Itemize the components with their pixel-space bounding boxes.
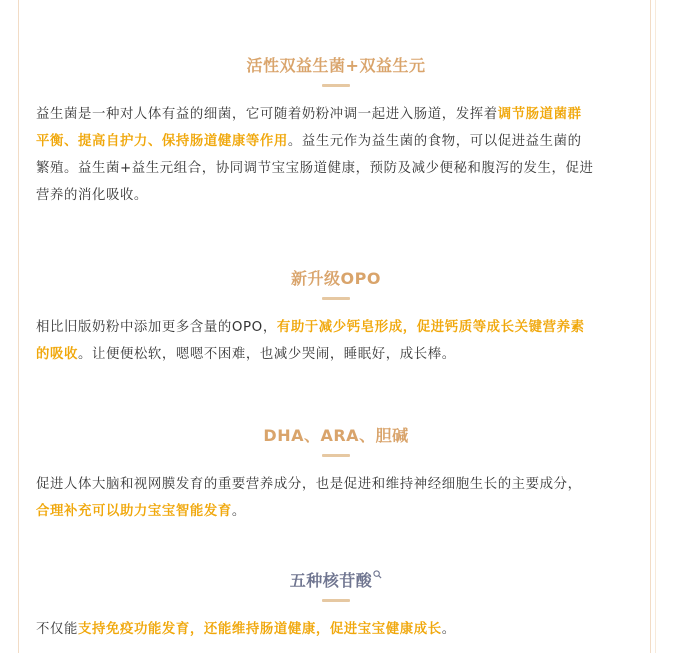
frame-right-border <box>650 0 651 653</box>
search-icon <box>373 570 382 579</box>
heading-underline <box>322 454 350 457</box>
section-heading: 新升级OPO <box>291 269 381 288</box>
text: 。 <box>441 622 456 637</box>
paragraph-line <box>36 128 636 155</box>
paragraph-line <box>36 471 636 498</box>
frame-left-border <box>18 0 19 653</box>
section-heading: DHA、ARA、胆碱 <box>263 426 409 445</box>
highlight-text: 调节肠道菌群 <box>497 107 582 122</box>
text: 相比旧版奶粉中添加更多含量的OPO， <box>36 320 277 335</box>
text: 不仅能 <box>36 622 78 637</box>
section-paragraph <box>36 314 636 368</box>
paragraph-line <box>36 155 636 182</box>
highlight-text: 支持免疫功能发育，还能维持肠道健康，促进宝宝健康成长 <box>77 622 442 637</box>
frame-right-border-outer <box>655 0 656 653</box>
highlight-text: 有助于减少钙皂形成，促进钙质等成长关键营养素 <box>276 320 585 335</box>
section-nucleotides <box>36 571 636 643</box>
heading-underline <box>322 84 350 87</box>
paragraph-line <box>36 498 636 525</box>
section-opo <box>36 269 636 368</box>
paragraph-line <box>36 616 636 643</box>
text: 营养的消化吸收。 <box>36 188 148 203</box>
text: 益生菌是一种对人体有益的细菌，它可随着奶粉冲调一起进入肠道，发挥着 <box>36 107 498 122</box>
heading-underline <box>322 599 350 602</box>
section-paragraph <box>36 471 636 525</box>
heading-underline <box>322 297 350 300</box>
section-dha <box>36 426 636 525</box>
paragraph-line <box>36 182 636 209</box>
text: 。让便便松软，嗯嗯不困难，也减少哭闹，睡眠好，成长棒。 <box>77 347 456 362</box>
text: 繁殖。益生菌+益生元组合，协同调节宝宝肠道健康，预防及减少便秘和腹泻的发生，促进 <box>36 161 594 176</box>
paragraph-line <box>36 314 636 341</box>
heading-text: 五种核苷酸 <box>289 571 373 590</box>
highlight-text: 平衡、提高自护力、保持肠道健康等作用 <box>36 134 288 149</box>
section-paragraph <box>36 616 636 643</box>
text: 。益生元作为益生菌的食物，可以促进益生菌的 <box>287 134 582 149</box>
section-paragraph <box>36 101 636 209</box>
section-heading <box>36 571 636 591</box>
section-probiotics <box>36 56 636 209</box>
article-content <box>36 0 636 653</box>
paragraph-line <box>36 341 636 368</box>
paragraph-line <box>36 101 636 128</box>
section-heading: 活性双益生菌+双益生元 <box>246 56 426 75</box>
text: 。 <box>231 504 246 519</box>
text: 促进人体大脑和视网膜发育的重要营养成分，也是促进和维持神经细胞生长的主要成分， <box>36 477 582 492</box>
highlight-text: 合理补充可以助力宝宝智能发育 <box>36 504 232 519</box>
highlight-text: 的吸收 <box>36 347 78 362</box>
